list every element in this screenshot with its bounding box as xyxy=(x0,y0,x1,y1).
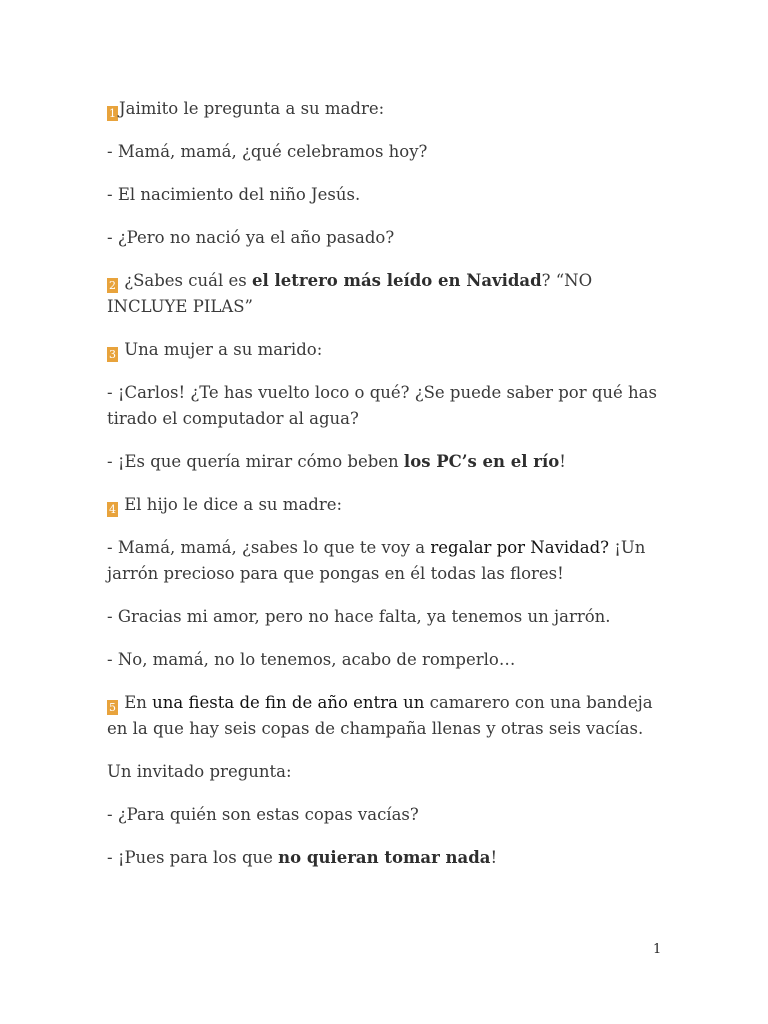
joke-1-intro xyxy=(107,96,667,122)
joke-4-line-2: - Gracias mi amor, pero no hace falta, ya tenemos un jarrón. xyxy=(107,607,611,626)
joke-3-line-2-bold: los PC’s en el río xyxy=(403,452,560,471)
joke-5-line-2: - ¿Para quién son estas copas vacías? xyxy=(107,805,419,824)
joke-5-text-dark: una fiesta de fin de año entra un xyxy=(152,693,425,712)
joke-4-line-1-before: - Mamá, mamá, ¿sabes lo que te voy a xyxy=(107,538,431,557)
joke-1-line-1: - Mamá, mamá, ¿qué celebramos hoy? xyxy=(107,142,428,161)
joke-2-text-after: ? “NO INCLUYE PILAS” xyxy=(107,271,593,316)
joke-5-line-1: Un invitado pregunta: xyxy=(107,762,292,781)
number-badge-4: 4 xyxy=(109,503,116,516)
joke-3-line-1: - ¡Carlos! ¿Te has vuelto loco o qué? ¿Se puede saber por qué has tirado el computador al agua? xyxy=(107,383,657,428)
page-number: 1 xyxy=(653,942,662,957)
number-badge-1: 1 xyxy=(109,107,116,120)
joke-4-line-1-dark: regalar por Navidad? xyxy=(430,538,609,557)
joke-2-text-before: ¿Sabes cuál es xyxy=(119,271,252,290)
joke-4-line-1 xyxy=(107,535,667,587)
number-badge-2: 2 xyxy=(109,279,116,292)
joke-3-intro xyxy=(107,337,667,363)
joke-2-text xyxy=(107,268,667,320)
joke-1-line-3: - ¿Pero no nació ya el año pasado? xyxy=(107,228,395,247)
joke-4-line-1-after: ¡Un jarrón precioso para que pongas en él todas las flores! xyxy=(107,538,646,583)
joke-2-text-bold: el letrero más leído en Navidad xyxy=(251,271,542,290)
joke-4-intro-text: El hijo le dice a su madre: xyxy=(119,495,343,514)
joke-4-intro xyxy=(107,492,667,518)
joke-5-line-3-bold: no quieran tomar nada xyxy=(278,848,491,867)
joke-5-line-3 xyxy=(107,845,667,871)
joke-1-intro-text: Jaimito le pregunta a su madre: xyxy=(119,99,385,118)
joke-4-line-3: - No, mamá, no lo tenemos, acabo de romperlo… xyxy=(107,650,516,669)
joke-5-text-after: camarero con una bandeja en la que hay seis copas de champaña llenas y otras seis vacías. xyxy=(107,693,653,738)
number-badge-5: 5 xyxy=(109,701,116,714)
joke-3-line-2-before: - ¡Es que quería mirar cómo beben xyxy=(107,452,404,471)
document-body xyxy=(107,96,667,888)
joke-3-line-2 xyxy=(107,449,667,475)
joke-3-line-2-after: ! xyxy=(559,452,566,471)
joke-5-line-3-after: ! xyxy=(490,848,498,867)
joke-1-line-2: - El nacimiento del niño Jesús. xyxy=(107,185,361,204)
joke-3-intro-text: Una mujer a su marido: xyxy=(119,340,323,359)
number-badge-3: 3 xyxy=(109,348,116,361)
joke-5-text-start: En xyxy=(119,693,153,712)
joke-5-line-3-before: - ¡Pues para los que xyxy=(107,848,279,867)
joke-5-text xyxy=(107,690,667,742)
